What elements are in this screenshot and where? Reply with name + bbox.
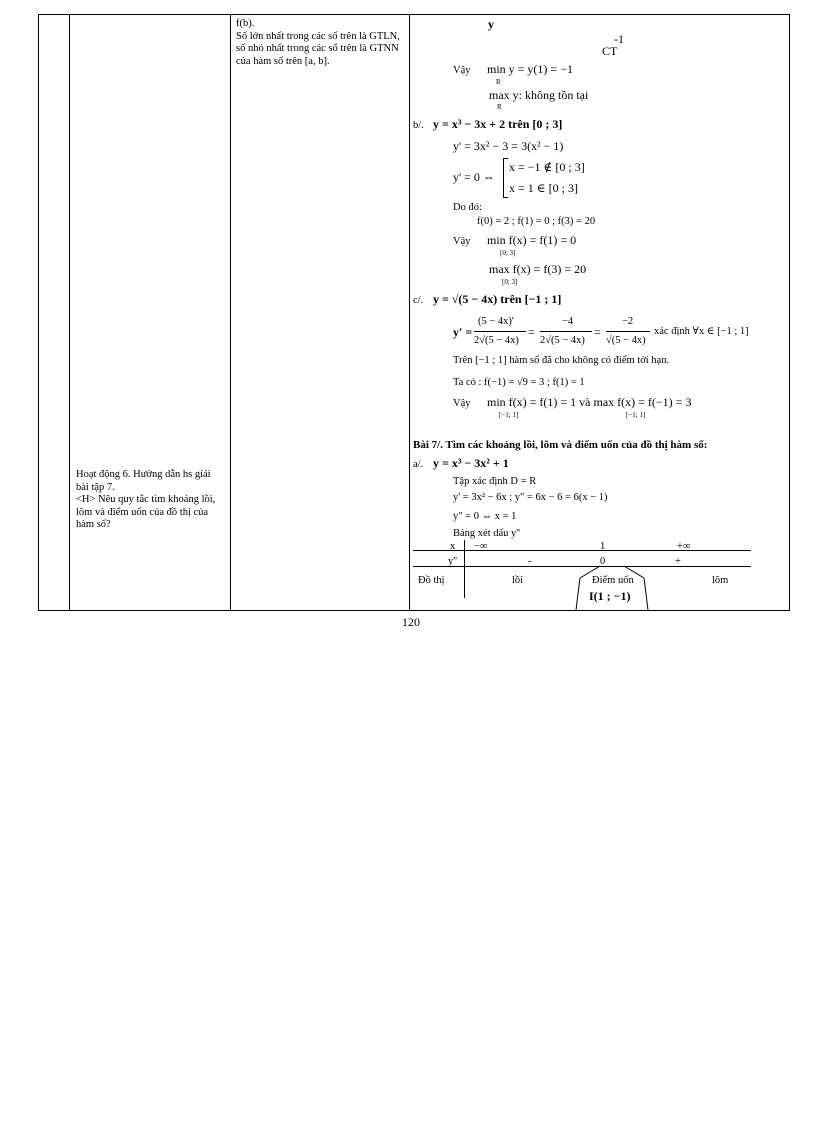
part-c-yprime: y' = — [453, 325, 473, 339]
teacher-notes-cell: f(b). Số lớn nhất trong các số trên là GTLN, số nhỏ nhất trong các số trên là GTNN của hàm số trên [a, b]. — [236, 18, 400, 67]
part-a-label: a/. — [413, 459, 424, 470]
part-a-function: y = x³ − 3x² + 1 — [433, 456, 509, 470]
sign-neg-inf: −∞ — [474, 541, 488, 552]
table-col-line-4 — [409, 14, 410, 610]
table-col-line-3 — [230, 14, 231, 610]
max-y-line: max y: không tồn tại — [489, 88, 589, 102]
part-a-derivatives: y' = 3x² − 6x ; y" = 6x − 6 = 6(x − 1) — [453, 492, 608, 503]
part-b-case-2: x = 1 ∈ [0 ; 3] — [509, 181, 578, 195]
sign-table-title: Bảng xét dấu y'' — [453, 528, 521, 539]
part-b-case-1: x = −1 ∉ [0 ; 3] — [509, 160, 585, 174]
do-do-label: Do đó: — [453, 202, 482, 213]
sign-row-y2-label: y'' — [448, 556, 458, 567]
page-number: 120 — [402, 615, 420, 629]
fraction-bar-2 — [540, 331, 592, 332]
sign-one: 1 — [600, 541, 606, 552]
sign-pos-inf: +∞ — [677, 541, 691, 552]
sign-loi: lồi — [512, 575, 524, 586]
table-col-line-1 — [38, 14, 39, 610]
activity-cell: Hoạt động 6. Hướng dẫn hs giải bài tập 7. <H> Nêu quy tắc tìm khoảng lồi, lõm và điểm uốn của đồ thị của hàm số? — [76, 469, 216, 530]
part-c-den-2: 2√(5 − 4x) — [540, 335, 585, 346]
fraction-bar-3 — [606, 331, 650, 332]
part-b-equation: y' = 0 ⇔ — [453, 170, 495, 184]
vay-1: Vậy — [453, 65, 471, 76]
part-c-den-3: √(5 − 4x) — [606, 335, 646, 346]
sign-inflection-point: I(1 ; −1) — [589, 589, 631, 603]
part-c-no-critical: Trên [−1 ; 1] hàm số đã cho không có điểm tới hạn. — [453, 355, 670, 366]
sign-table-divider — [464, 540, 465, 598]
vay-3: Vậy — [453, 398, 471, 409]
part-b-case-bracket — [503, 158, 508, 198]
min-y-line: min y = y(1) = −1 — [487, 62, 573, 76]
part-a-domain: Tập xác định D = R — [453, 476, 537, 487]
part-b-label: b/. — [413, 120, 424, 131]
table-col-line-5 — [789, 14, 790, 610]
top-minus1: -1 — [614, 32, 624, 46]
min-sub-r: R — [496, 78, 501, 86]
part-b-min-sub: [0; 3] — [500, 249, 516, 257]
part-c-min-max: min f(x) = f(1) = 1 và max f(x) = f(−1) = 3 — [487, 395, 692, 409]
part-b-min: min f(x) = f(1) = 0 — [487, 233, 577, 247]
part-b-function: y = x³ − 3x + 2 trên [0 ; 3] — [433, 117, 563, 131]
part-c-num-3: −2 — [622, 316, 634, 327]
sign-lom: lõm — [712, 575, 729, 586]
part-c-label: c/. — [413, 295, 424, 306]
table-top-border — [38, 14, 790, 15]
part-c-num-1: (5 − 4x)' — [478, 316, 514, 327]
sign-row-graph-label: Đồ thị — [418, 575, 445, 586]
max-sub-r: R — [497, 103, 502, 111]
vay-2: Vậy — [453, 236, 471, 247]
equals-2: = — [594, 325, 601, 339]
table-col-line-2 — [69, 14, 70, 610]
part-c-function: y = √(5 − 4x) trên [−1 ; 1] — [433, 292, 562, 306]
inflection-box-lines — [572, 564, 652, 610]
exercise-7-title: Bài 7/. Tìm các khoảng lồi, lõm và điểm uốn của đồ thị hàm số: — [413, 439, 708, 451]
part-b-derivative: y' = 3x² − 3 = 3(x² − 1) — [453, 139, 564, 153]
part-c-max-sub: [−1; 1] — [626, 411, 646, 419]
sign-minus: - — [528, 556, 532, 567]
sign-plus: + — [675, 556, 681, 567]
table-bottom-border — [38, 610, 790, 611]
fraction-bar-1 — [474, 331, 526, 332]
sign-row-x-label: x — [450, 541, 456, 552]
sign-zero: 0 — [600, 556, 606, 567]
part-c-den-1: 2√(5 − 4x) — [474, 335, 519, 346]
part-c-min-sub: [−1; 1] — [499, 411, 519, 419]
equals-1: = — [528, 325, 535, 339]
top-ct: CT — [602, 44, 618, 58]
top-y: y — [488, 17, 494, 31]
part-b-max-sub: [0; 3] — [502, 278, 518, 286]
part-a-equation: y" = 0 ⇔ x = 1 — [453, 511, 517, 522]
part-c-domain: xác định ∀x ∈ [−1 ; 1] — [654, 326, 749, 337]
part-b-max: max f(x) = f(3) = 20 — [489, 262, 587, 276]
sign-diem-uon: Điểm uốn — [592, 575, 634, 586]
part-c-values: Ta có : f(−1) = √9 = 3 ; f(1) = 1 — [453, 377, 585, 388]
part-b-values: f(0) = 2 ; f(1) = 0 ; f(3) = 20 — [477, 216, 596, 227]
part-c-num-2: −4 — [562, 316, 574, 327]
